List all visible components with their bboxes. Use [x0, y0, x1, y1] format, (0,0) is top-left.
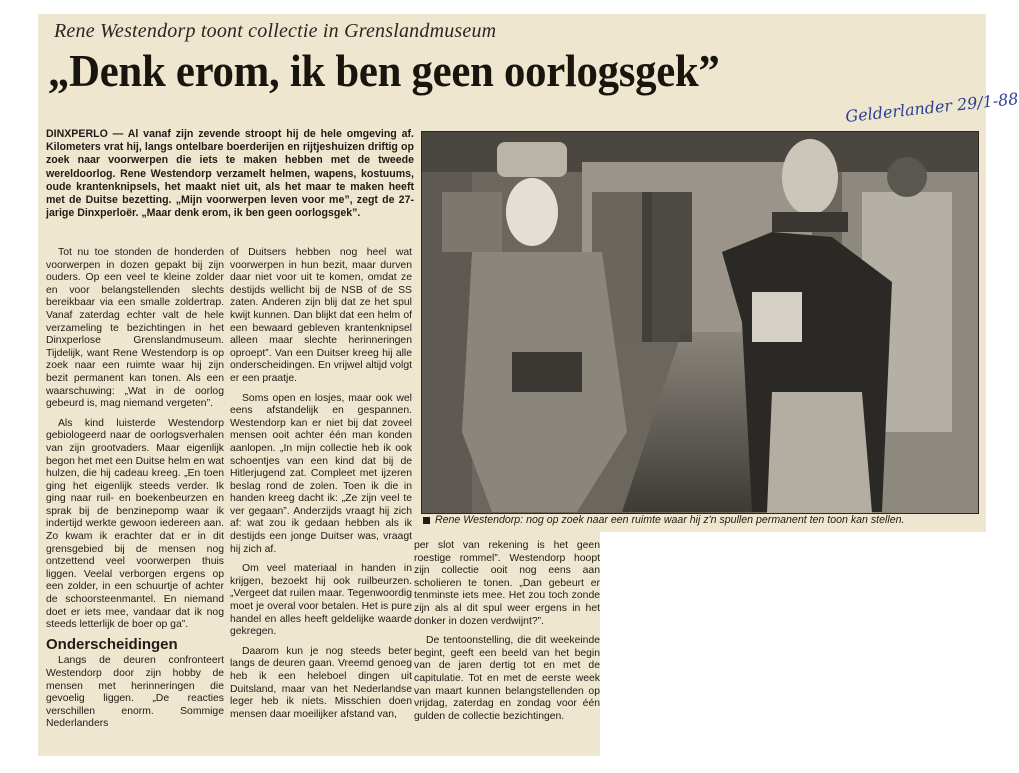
caption-bullet-icon [423, 517, 430, 524]
photo-illustration [422, 132, 978, 513]
paragraph: of Duitsers hebben nog heel wat voorwerpen in hun bezit, maar durven daar niet voor uit te komen, omdat ze destijds wellicht bij de NSB of de SS zaten. Anderen zijn blij dat ze het spul kwijt kunnen. Dan blijkt dat een helm of een bewaard gebleven krantenknipsel alleen maar slechte herinneringen oproept”. Van een Duitser kreeg hij alle onderscheidingen. En vrijwel altijd volgt er een praatje. [230, 247, 412, 384]
paragraph: Soms open en losjes, maar ook wel eens afstandelijk en gespannen. Westendorp kan er niet bij dat zoveel mensen ooit achter één man konden aanlopen. „In mijn collectie heb ik ook schoentjes van een kind dat bij de Hitlerjugend zat. Compleet met ijzeren beslag rond de zolen. Toen ik die in handen kreeg dacht ik: „Ze zijn veel te ver gegaan”. Anderzijds vraagt hij zich af: wat zou ik gedaan hebben als ik destijds een jonge Duitser was, vraagt hij zich af. [230, 392, 412, 555]
paragraph: Tot nu toe stonden de honderden voorwerpen in dozen gepakt bij zijn ouders. Op een veel te kleine zolder en voor belangstellenden slechts bereikbaar via een smalle zoldertrap. Vanaf zaterdag echter valt de hele verzameling te bezichtingen in het Dinxperlose Grenslandmuseum. Tijdelijk, want Rene Westendorp is op zoek naar een ruimte waar hij zijn bezit permanent kan tonen. Als een waarschuwing: „Wat in de oorlog gebeurd is, mag niemand vergeten”. [46, 247, 224, 410]
paragraph: Daarom kun je nog steeds beter langs de deuren gaan. Vreemd genoeg heb ik een heleboel dingen uit Duitsland, maar van het Nederlandse leger heb ik niets. Misschien doen mensen daar moeilijker afstand van, [230, 645, 412, 720]
text-column-3 [414, 540, 600, 730]
handwritten-source-note: Gelderlander 29/1-88 [844, 88, 1019, 127]
photo-caption [423, 514, 904, 526]
article-headline: „Denk erom, ik ben geen oorlogsgek” [48, 45, 720, 96]
article-kicker: Rene Westendorp toont collectie in Grenslandmuseum [54, 20, 497, 42]
paragraph: De tentoonstelling, die dit weekeinde begint, geeft een beeld van het begin van de jaren dertig tot en met de capitulatie. Tot en met de eerste week van maart kunnen belangstellenden op vrijdag, zaterdag en zondag voor één gulden de collectie bezichtingen. [414, 635, 600, 722]
article-lead: DINXPERLO — Al vanaf zijn zevende stroopt hij de hele omgeving af. Kilometers vrat hij, langs ontelbare boerderijen en rijtjeshuizen driftig op zoek naar voorwerpen die iets te maken hebben met de tweede wereldoorlog. Rene Westendorp verzamelt helmen, wapens, kostuums, oude krantenknipsels, het maakt niet uit, als het maar te maken heeft met de Duitse bezetting. „Mijn voorwerpen leven voor me”, zegt de 27-jarige Dinxperloër. „Maar denk erom, ik ben geen oorlogsgek”. [46, 128, 414, 220]
text-column-2 [230, 247, 412, 728]
paragraph: Als kind luisterde Westendorp gebiologeerd naar de oorlogsverhalen van zijn grootvaders. Maar eigenlijk begon het met een Duitse helm en wat hulzen, die hij cadeau kreeg. „En toen ging het eigenlijk steeds verder. Ik ging naar ruil- en boekenbeurzen en sprak bij de benzinepomp waar ik indertijd werkte gewoon iedereen aan. Zo kwam ik erachter dat er in dit grensgebied bij de mensen nog ontzettend veel voorwerpen thuis liggen. Veelal verborgen ergens op een zolder, in een schuurtje of achter de schoorsteenmantel. En niemand doet er iets mee, vandaar dat ik nog steeds letterlijk de boer op ga”. [46, 417, 224, 631]
paragraph: Om veel materiaal in handen in krijgen, bezoekt hij ook ruilbeurzen. „Vergeet dat ruilen maar. Tegenwoordig moet je overal voor betalen. Het is pure handel en alles heeft geldelijke waarde gekregen. [230, 563, 412, 638]
paragraph: per slot van rekening is het geen roestige rommel”. Westendorp hoopt zijn collectie ooit nog eens aan scholieren te tonen. „Dan gebeurt er tenminste iets mee. Het zou toch zonde zijn als al dit spul weer ergens in het donker in dozen verdwijnt?”. [414, 540, 600, 627]
text-column-1 [46, 247, 224, 738]
paragraph: Langs de deuren confronteert Westendorp door zijn hobby de mensen met herinneringen die gevoelig liggen. „De reacties verschillen enorm. Sommige Nederlanders [46, 655, 224, 730]
subheading: Onderscheidingen [46, 635, 178, 653]
museum-photo [421, 131, 979, 514]
caption-text: Rene Westendorp: nog op zoek naar een ruimte waar hij z'n spullen permanent ten toon kan stellen. [435, 514, 905, 526]
